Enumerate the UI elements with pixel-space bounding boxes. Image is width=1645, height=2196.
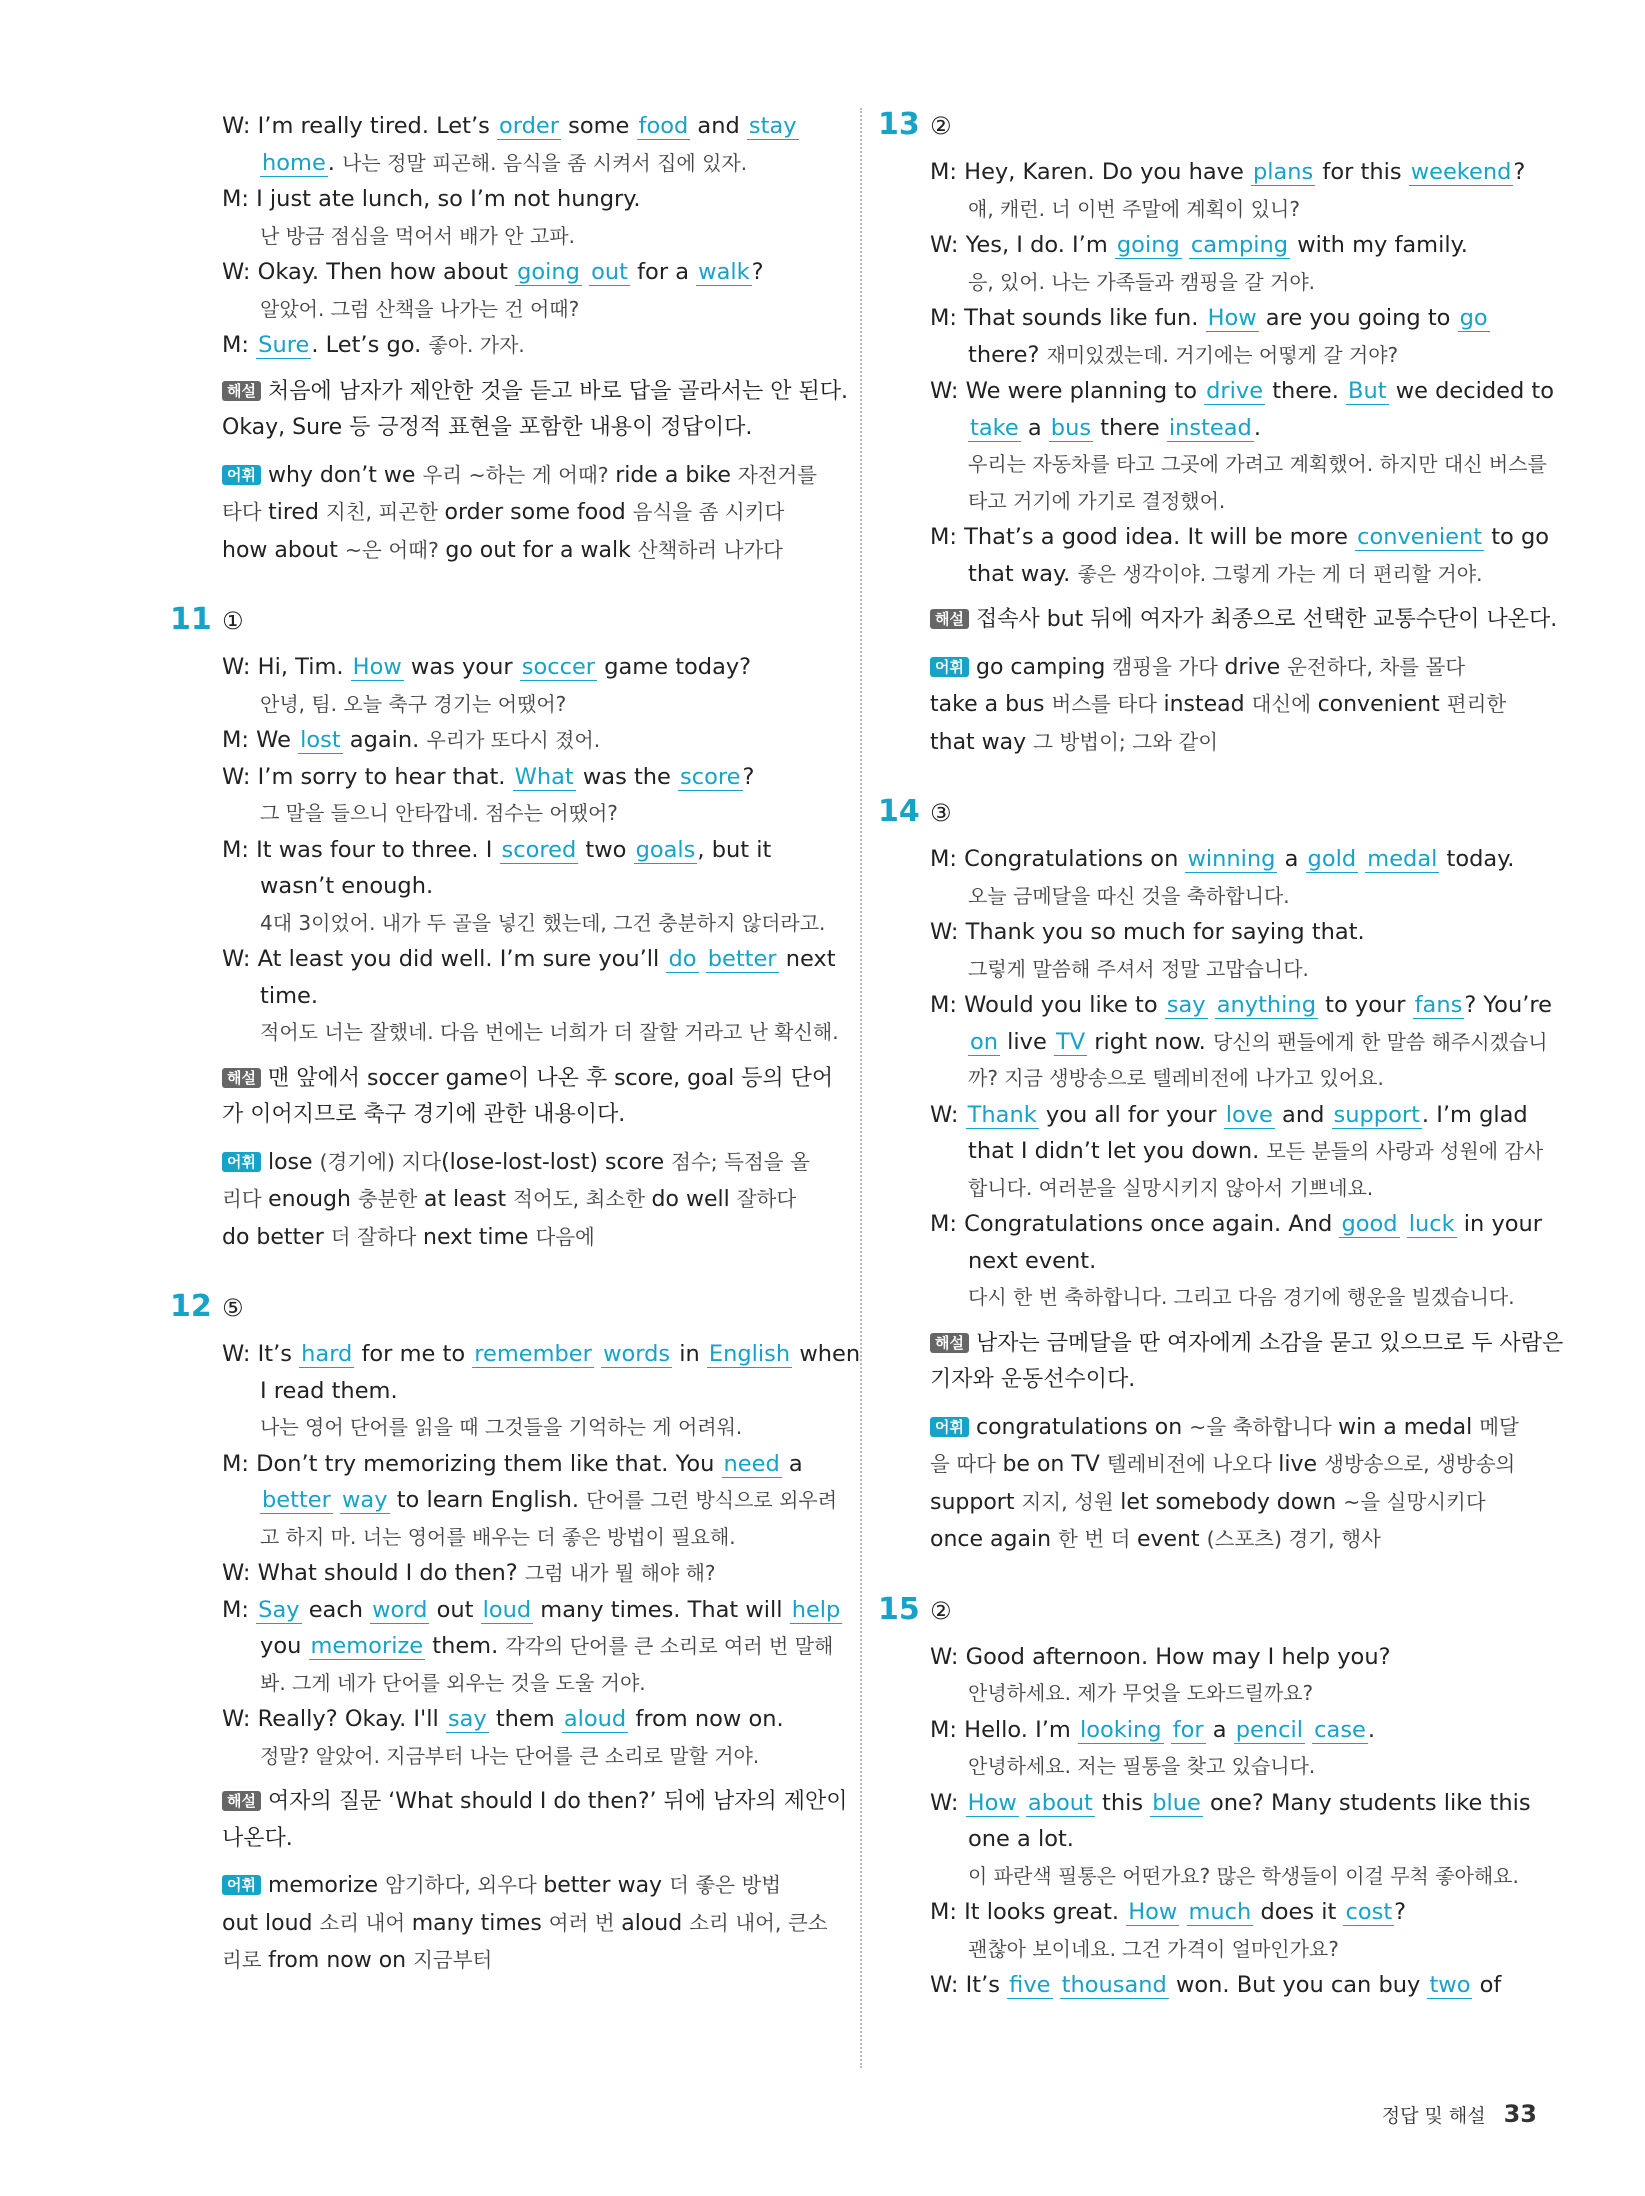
translation-line: 우리는 자동차를 타고 그곳에 가려고 계획했어. 하지만 대신 버스를 (968, 452, 1547, 476)
translation-line: 난 방금 점심을 먹어서 배가 안 고파. (260, 223, 575, 248)
translation-line: 응, 있어. 나는 가족들과 캠핑을 갈 거야. (968, 269, 1316, 294)
dialogue-line: M: That’s a good idea. It will be more convenient to go (930, 524, 1550, 550)
explanation-note: 해설 맨 앞에서 soccer game이 나온 후 score, goal 등의 단어 (222, 1061, 842, 1098)
explanation-note: 기자와 운동선수이다. (930, 1367, 1136, 1392)
dialogue-line: you memorize them. 각각의 단어를 큰 소리로 여러 번 말해 (260, 1633, 834, 1659)
dialogue-line: W: At least you did well. I’m sure you’ll do better next (222, 946, 836, 972)
vocabulary-note: 타다 tired 지친, 피곤한 order some food 음식을 좀 시키다 (222, 500, 785, 525)
question-number: 14 (878, 794, 920, 829)
explanation-note: 가 이어지므로 축구 경기에 관한 내용이다. (222, 1102, 626, 1127)
dialogue-line: M: Say each word out loud many times. That will help (222, 1596, 841, 1623)
dialogue-line: M: Don’t try memorizing them like that. You need a (222, 1450, 803, 1477)
question-header (878, 96, 1550, 154)
dialogue-line: M: It was four to three. I scored two goals, but it (222, 836, 772, 863)
dialogue-line: W: It’s five thousand won. But you can buy two of (930, 1972, 1502, 1998)
dialogue-line: I read them. (260, 1377, 398, 1404)
dialogue-line: W: It’s hard for me to remember words in English when (222, 1341, 861, 1367)
translation-line: 고 하지 마. 너는 영어를 배우는 더 좋은 방법이 필요해. (260, 1524, 736, 1549)
dialogue-line: that I didn’t let you down. 모든 분들의 사랑과 성원에 감사 (968, 1138, 1544, 1164)
vocabulary-tag: 어휘 (222, 465, 261, 485)
vocabulary-note: take a bus 버스를 타다 instead 대신에 convenient 편리한 (930, 692, 1507, 717)
dialogue-line: M: I just ate lunch, so I’m not hungry. (222, 186, 641, 212)
vocabulary-note: 어휘 congratulations on ~을 축하합니다 win a medal 메달 (930, 1409, 1550, 1447)
translation-line: 4대 3이었어. 내가 두 골을 넣긴 했는데, 그건 충분하지 않더라고. (260, 910, 826, 935)
vocabulary-note: 어휘 lose (경기에) 지다(lose-lost-lost) score 점수; 득점을 올 (222, 1144, 842, 1182)
explanation-note: 해설 여자의 질문 ‘What should I do then?’ 뒤에 남자의 제안이 (222, 1784, 842, 1821)
vocabulary-tag: 어휘 (930, 1417, 969, 1437)
page-number: 33 (1503, 2100, 1537, 2128)
dialogue-line: home. 나는 정말 피곤해. 음식을 좀 시켜서 집에 있자. (262, 149, 748, 176)
dialogue-line: W: Okay. Then how about going out for a walk? (222, 259, 764, 285)
answer-mark: ③ (930, 799, 952, 827)
vocabulary-tag: 어휘 (222, 1875, 261, 1895)
translation-line: 얘, 캐런. 너 이번 주말에 계획이 있니? (968, 196, 1300, 221)
explanation-tag: 해설 (222, 1068, 261, 1088)
vocabulary-note: 을 따다 be on TV 텔레비전에 나오다 live 생방송으로, 생방송의 (930, 1452, 1516, 1477)
section-title: 정답 및 해설 (1381, 2105, 1486, 2127)
translation-line: 안녕, 팀. 오늘 축구 경기는 어땠어? (260, 691, 567, 716)
question-number: 11 (170, 602, 212, 637)
dialogue-line: M: Would you like to say anything to your fans? You’re (930, 992, 1552, 1018)
dialogue-line: there? 재미있겠는데. 거기에는 어떻게 갈 거야? (968, 341, 1399, 368)
dialogue-line: next event. (968, 1247, 1097, 1274)
vocabulary-note: 어휘 memorize 암기하다, 외우다 better way 더 좋은 방법 (222, 1867, 842, 1905)
explanation-note: 해설 접속사 but 뒤에 여자가 최종으로 선택한 교통수단이 나온다. (930, 602, 1550, 639)
vocabulary-note: support 지지, 성원 let somebody down ~을 실망시키다 (930, 1489, 1486, 1515)
explanation-note: 해설 처음에 남자가 제안한 것을 듣고 바로 답을 골라서는 안 된다. (222, 374, 842, 411)
translation-line: 합니다. 여러분을 실망시키지 않아서 기쁘네요. (968, 1175, 1374, 1200)
vocabulary-note: out loud 소리 내어 many times 여러 번 aloud 소리 내어, 큰소 (222, 1910, 828, 1936)
vocabulary-note: that way 그 방법이; 그와 같이 (930, 729, 1219, 755)
answer-mark: ② (930, 1596, 952, 1625)
translation-line: 나는 영어 단어를 읽을 때 그것들을 기억하는 게 어려워. (260, 1415, 743, 1439)
vocabulary-tag: 어휘 (930, 657, 969, 677)
translation-line: 봐. 그게 네가 단어를 외우는 것을 도울 거야. (260, 1670, 646, 1695)
translation-line: 다시 한 번 축하합니다. 그리고 다음 경기에 행운을 빌겠습니다. (968, 1285, 1515, 1309)
explanation-tag: 해설 (222, 381, 261, 401)
question-number: 12 (170, 1289, 212, 1324)
translation-line: 안녕하세요. 제가 무엇을 도와드릴까요? (968, 1681, 1314, 1705)
translation-line: 정말? 알았어. 지금부터 나는 단어를 큰 소리로 말할 거야. (260, 1743, 760, 1768)
vocabulary-tag: 어휘 (222, 1152, 261, 1172)
dialogue-line: W: Yes, I do. I’m going camping with my family. (930, 232, 1468, 258)
dialogue-line: W: How about this blue one? Many students like this (930, 1789, 1531, 1816)
translation-line: 오늘 금메달을 따신 것을 축하합니다. (968, 883, 1290, 908)
dialogue-line: W: Hi, Tim. How was your soccer game today? (222, 654, 752, 680)
page-footer (1382, 2100, 1537, 2128)
dialogue-line: time. (260, 982, 318, 1009)
explanation-note: 나온다. (222, 1825, 293, 1851)
answer-mark: ① (222, 607, 244, 635)
translation-line: 그렇게 말씀해 주셔서 정말 고맙습니다. (968, 956, 1309, 981)
dialogue-line: W: Thank you so much for saying that. (930, 919, 1365, 945)
vocabulary-note: 어휘 why don’t we 우리 ~하는 게 어때? ride a bike 자전거를 (222, 457, 842, 495)
dialogue-line: wasn’t enough. (260, 873, 434, 899)
explanation-tag: 해설 (222, 1791, 261, 1811)
dialogue-line: M: It looks great. How much does it cost? (930, 1899, 1407, 1925)
explanation-note: Okay, Sure 등 긍정적 표현을 포함한 내용이 정답이다. (222, 415, 753, 440)
question-number: 15 (878, 1591, 920, 1627)
column-divider (860, 108, 862, 2068)
question-header (170, 1278, 842, 1336)
dialogue-line: one a lot. (968, 1826, 1074, 1852)
explanation-tag: 해설 (930, 609, 969, 629)
dialogue-line: M: We lost again. 우리가 또다시 졌어. (222, 727, 601, 753)
dialogue-line: better way to learn English. 단어를 그런 방식으로 외우려 (262, 1487, 838, 1513)
translation-line: 이 파란색 필통은 어떤가요? 많은 학생들이 이걸 무척 좋아해요. (968, 1863, 1519, 1888)
vocabulary-note: once again 한 번 더 event (스포츠) 경기, 행사 (930, 1527, 1381, 1552)
translation-line: 타고 거기에 가기로 결정했어. (968, 488, 1226, 513)
dialogue-line: take a bus there instead. (970, 414, 1261, 441)
translation-line: 적어도 너는 잘했네. 다음 번에는 너희가 더 잘할 거라고 난 확신해. (260, 1020, 839, 1044)
vocabulary-note: 리로 from now on 지금부터 (222, 1948, 493, 1973)
right-column (878, 107, 1564, 2004)
question-header (170, 591, 842, 649)
vocabulary-note: how about ~은 어때? go out for a walk 산책하러 나가다 (222, 537, 783, 563)
dialogue-line: M: Congratulations once again. And good luck in your (930, 1211, 1543, 1237)
dialogue-line: W: I’m really tired. Let’s order some food and stay (222, 113, 797, 139)
translation-line: 안녕하세요. 저는 필통을 찾고 있습니다. (968, 1754, 1316, 1778)
dialogue-line: W: We were planning to drive there. But we decided to (930, 378, 1555, 404)
dialogue-line: W: Thank you all for your love and support. I’m glad (930, 1101, 1528, 1128)
answer-mark: ⑤ (222, 1294, 244, 1322)
vocabulary-note: 리다 enough 충분한 at least 적어도, 최소한 do well 잘하다 (222, 1187, 797, 1212)
question-header (878, 1581, 1550, 1639)
dialogue-line: W: I’m sorry to hear that. What was the score? (222, 763, 755, 790)
translation-line: 까? 지금 생방송으로 텔레비전에 나가고 있어요. (968, 1066, 1384, 1090)
answer-mark: ② (930, 112, 952, 140)
dialogue-line: W: What should I do then? 그럼 내가 뭘 해야 해? (222, 1560, 716, 1586)
dialogue-line: M: Congratulations on winning a gold medal today. (930, 846, 1515, 872)
left-column (170, 108, 861, 1980)
explanation-note: 해설 남자는 금메달을 딴 여자에게 소감을 묻고 있으므로 두 사람은 (930, 1326, 1550, 1363)
translation-line: 그 말을 들으니 안타깝네. 점수는 어땠어? (260, 801, 618, 825)
dialogue-line: M: That sounds like fun. How are you going to go (930, 305, 1488, 331)
dialogue-line: W: Good afternoon. How may I help you? (930, 1643, 1391, 1670)
vocabulary-note: 어휘 go camping 캠핑을 가다 drive 운전하다, 차를 몰다 (930, 649, 1550, 687)
question-number: 13 (878, 107, 920, 142)
dialogue-line: M: Hello. I’m looking for a pencil case. (930, 1716, 1376, 1743)
translation-line: 알았어. 그럼 산책을 나가는 건 어때? (260, 296, 580, 321)
explanation-tag: 해설 (930, 1333, 969, 1353)
dialogue-line: on live TV right now. 당신의 팬들에게 한 말씀 해주시겠습니 (970, 1028, 1548, 1055)
dialogue-line: that way. 좋은 생각이야. 그렇게 가는 게 더 편리할 거야. (968, 560, 1483, 587)
dialogue-line: W: Really? Okay. I'll say them aloud from now on. (222, 1706, 784, 1732)
dialogue-line: M: Hey, Karen. Do you have plans for this weekend? (930, 159, 1526, 185)
vocabulary-note: do better 더 잘하다 next time 다음에 (222, 1224, 595, 1250)
question-header (878, 783, 1550, 841)
translation-line: 괜찮아 보이네요. 그건 가격이 얼마인가요? (968, 1936, 1339, 1961)
dialogue-line: M: Sure. Let’s go. 좋아. 가자. (222, 332, 525, 358)
